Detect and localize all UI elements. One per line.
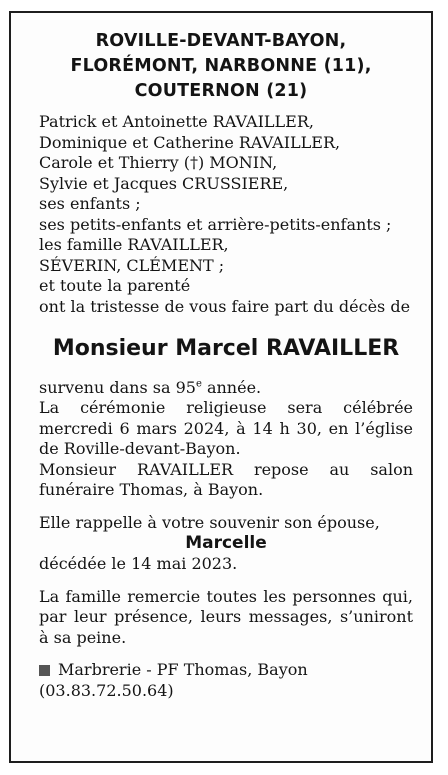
family-line: SÉVERIN, CLÉMENT ; <box>39 255 225 275</box>
family-line: Carole et Thierry (†) MONIN, <box>39 153 278 172</box>
family-line: Dominique et Catherine RAVAILLER, <box>39 132 341 152</box>
spouse-date: décédée le 14 mai 2023. <box>39 554 238 573</box>
notice-header <box>11 29 431 104</box>
family-line: ses petits-enfants et arrière-petits-enfants ; <box>39 214 392 234</box>
square-bullet-icon <box>39 665 50 676</box>
age-line <box>39 378 413 399</box>
thanks-text: La famille remercie toutes les personnes qui, par leur présence, leurs messages, s’uniront à sa peine. <box>39 586 413 647</box>
spouse-name: Marcelle <box>185 533 267 553</box>
age-prefix: survenu dans sa 95 <box>39 377 196 397</box>
notice-body <box>11 112 431 701</box>
ceremony-text: La cérémonie religieuse sera célébrée mercredi 6 mars 2024, à 14 h 30, en l’église de Roville-devant-Bayon. <box>39 398 413 458</box>
header-line-2: FLORÉMONT, NARBONNE (11), <box>70 56 372 76</box>
family-line: les famille RAVAILLER, <box>39 235 229 254</box>
funeral-home <box>39 660 413 681</box>
header-line-3: COUTERNON (21) <box>134 81 308 101</box>
family-list <box>39 112 413 317</box>
header-line-1: ROVILLE-DEVANT-BAYON, <box>95 31 347 51</box>
repose-text: Monsieur RAVAILLER repose au salon funéraire Thomas, à Bayon. <box>39 459 413 499</box>
obituary-notice <box>9 11 433 763</box>
age-superscript: e <box>195 378 202 390</box>
spouse-intro: Elle rappelle à votre souvenir son épouse, <box>39 512 380 532</box>
age-suffix: année. <box>201 377 262 397</box>
funeral-home-name: Marbrerie - PF Thomas, Bayon <box>58 660 308 679</box>
family-line: ses enfants ; <box>39 194 141 213</box>
family-line: et toute la parenté <box>39 276 191 295</box>
deceased-name: Monsieur Marcel RAVAILLER <box>52 336 400 361</box>
family-line: Sylvie et Jacques CRUSSIERE, <box>39 173 289 193</box>
family-line: ont la tristesse de vous faire part du décès de <box>39 296 411 316</box>
funeral-home-phone: (03.83.72.50.64) <box>39 680 174 700</box>
family-line: Patrick et Antoinette RAVAILLER, <box>39 112 314 131</box>
